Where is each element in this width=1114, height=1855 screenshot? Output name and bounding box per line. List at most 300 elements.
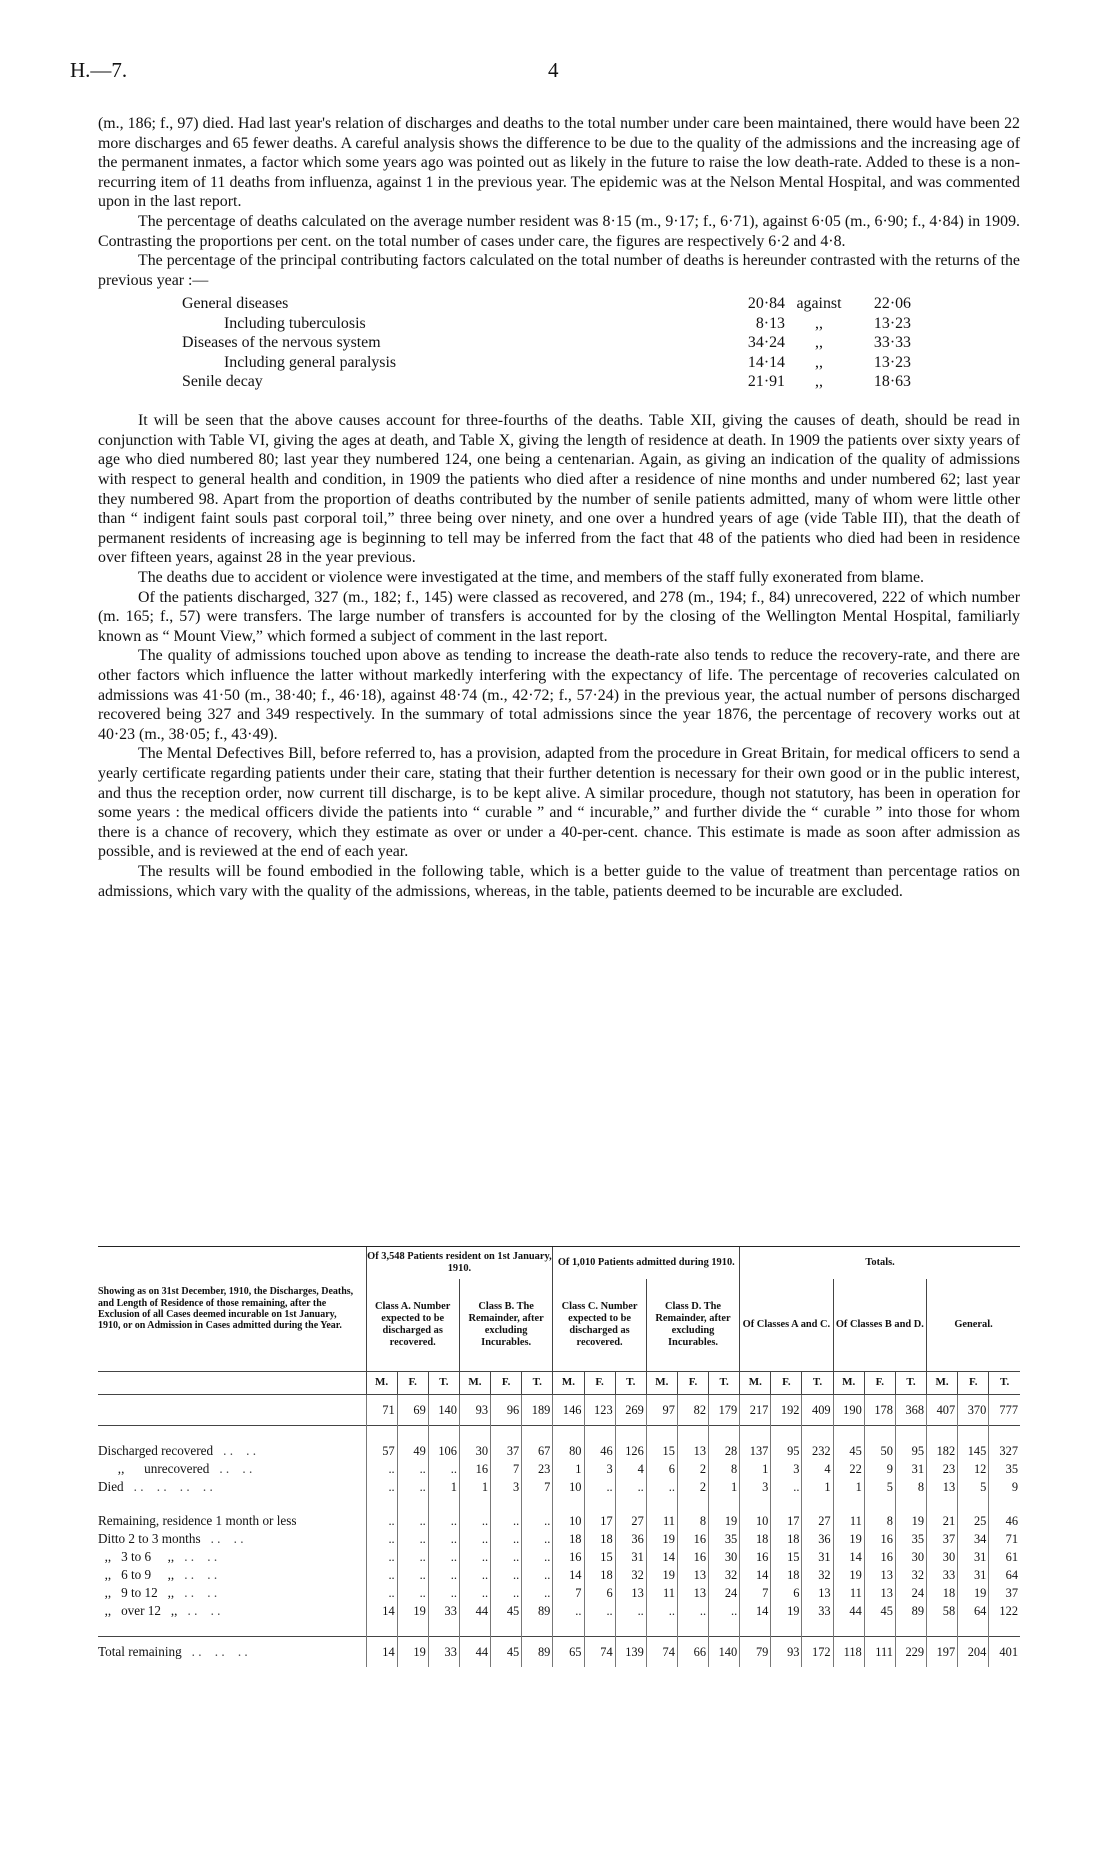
row-label: [98, 1512, 366, 1530]
table-cell: 11: [833, 1584, 864, 1602]
table-cell: 13: [864, 1584, 895, 1602]
spacer-cell: [397, 1426, 428, 1443]
death-factor-previous: 18·63: [873, 372, 911, 390]
table-cell: 95: [771, 1442, 802, 1460]
table-cell: 19: [958, 1584, 989, 1602]
row-label-text: ,, unrecovered: [98, 1461, 210, 1476]
table-cell: ..: [677, 1602, 708, 1620]
death-factor-separator: ,,: [815, 334, 823, 352]
spacer-cell: [771, 1496, 802, 1512]
table-cell: 16: [677, 1530, 708, 1548]
paragraph-1: (m., 186; f., 97) died. Had last year's relation of discharges and deaths to the total number under care been maintained, there would have been 22 more discharges and 65 fewer deaths. A careful analysis shows the difference to be due to the quality of the admissions and the increasing age of the permanent inmates, a factor which some years ago was pointed out as likely in the future to raise the low death-rate. Added to these is a non-recurring item of 11 deaths from influenza, against 1 in the previous year. The epidemic was at the Nelson Mental Hospital, and was commented upon in the last report.: [98, 115, 1020, 211]
table-cell: 11: [833, 1512, 864, 1530]
table-cell: 44: [459, 1637, 490, 1668]
table-cell: 24: [895, 1584, 926, 1602]
table-row: [98, 1530, 1020, 1548]
table-row: [98, 1637, 1020, 1668]
table-cell: 30: [895, 1548, 926, 1566]
table-cell: 3: [491, 1478, 522, 1496]
table-row: [98, 1478, 1020, 1496]
spacer-cell: [927, 1496, 958, 1512]
table-cell: 33: [802, 1602, 833, 1620]
death-factor-label-text: Diseases of the nervous system: [182, 334, 381, 352]
table-cell: ..: [428, 1512, 459, 1530]
table-cell: ..: [522, 1548, 553, 1566]
table-cell: 8: [677, 1512, 708, 1530]
row-label-text: ,, over 12 ,,: [98, 1603, 178, 1618]
table-cell: 2: [677, 1478, 708, 1496]
table-cell: ..: [366, 1566, 397, 1584]
table-cell: 31: [958, 1548, 989, 1566]
table-cell: ..: [522, 1530, 553, 1548]
table-cell: 5: [864, 1478, 895, 1496]
table-cell: 118: [833, 1637, 864, 1668]
death-factor-label: [182, 353, 727, 372]
results-table-wrapper: [98, 1246, 1020, 1667]
table-cell: 57: [366, 1442, 397, 1460]
paragraph-4: It will be seen that the above causes account for three-fourths of the deaths. Table XII, giving the causes of death, should be read in conjunction with Table VI, giving the ages at death, and Table X, giving the length of residence at death. In 1909 the patients over sixty years of age who died numbered 80; last year they numbered 124, one being a centenarian. Again, as giving an indication of the quality of admissions with respect to general health and condition, in 1909 the patients who died after a residence of nine months and under numbered 62; last year they numbered 98. Apart from the proportion of deaths contributed by the number of senile patients admitted, many of whom were little other than “ indigent faint souls past corporal toil,” three being over ninety, and one over a hundred years of age (vide Table III), that the death of permanent residents of increasing age is beginning to tell may be inferred from the fact that 48 of the patients who died had been in residence over fifteen years, against 28 in the year previous.: [98, 412, 1020, 567]
results-table: [98, 1246, 1020, 1667]
table-cell: 18: [740, 1530, 771, 1548]
table-cell: 22: [833, 1460, 864, 1478]
spacer-cell: [491, 1620, 522, 1637]
table-cell: 11: [646, 1512, 677, 1530]
patient-total-cell: 189: [522, 1395, 553, 1426]
mft-header-cell: M.: [740, 1372, 771, 1395]
mft-header-cell: F.: [584, 1372, 615, 1395]
spacer-cell: [989, 1620, 1020, 1637]
table-cell: 79: [740, 1637, 771, 1668]
row-label: [98, 1548, 366, 1566]
table-row: [98, 1512, 1020, 1530]
row-label-text: Discharged recovered: [98, 1443, 214, 1458]
table-cell: 32: [895, 1566, 926, 1584]
table-cell: ..: [366, 1478, 397, 1496]
table-cell: ..: [584, 1602, 615, 1620]
spacer-cell: [646, 1496, 677, 1512]
death-factor-separator: ,,: [815, 372, 823, 390]
spacer-cell: [428, 1620, 459, 1637]
patient-total-cell: 97: [646, 1395, 677, 1426]
table-cell: ..: [615, 1478, 646, 1496]
table-cell: 18: [771, 1566, 802, 1584]
spacer-cell: [553, 1426, 584, 1443]
table-cell: 65: [553, 1637, 584, 1668]
table-cell: 11: [646, 1584, 677, 1602]
table-cell: 58: [927, 1602, 958, 1620]
spacer-cell: [615, 1496, 646, 1512]
table-cell: 19: [895, 1512, 926, 1530]
table-cell: 197: [927, 1637, 958, 1668]
paragraph-2: The percentage of deaths calculated on the average number resident was 8·15 (m., 9·17; f., 6·71), against 6·05 (m., 6·90; f., 4·84) in 1909. Contrasting the proportions per cent. on the total number of cases under care, the figures are respectively 6·2 and 4·8.: [98, 212, 1020, 250]
table-cell: 10: [553, 1478, 584, 1496]
group-header-totals: Totals.: [740, 1247, 1020, 1280]
table-cell: 37: [989, 1584, 1020, 1602]
spacer-cell: [709, 1426, 740, 1443]
table-cell: 17: [584, 1512, 615, 1530]
table-cell: 61: [989, 1548, 1020, 1566]
table-cell: ..: [428, 1460, 459, 1478]
table-cell: ..: [397, 1478, 428, 1496]
death-factors-list: [182, 294, 1020, 391]
spacer-cell: [98, 1620, 366, 1637]
patient-total-cell: 82: [677, 1395, 708, 1426]
table-cell: 44: [459, 1602, 490, 1620]
table-row: [98, 1602, 1020, 1620]
table-cell: 89: [522, 1602, 553, 1620]
spacer-cell: [459, 1426, 490, 1443]
spacer-cell: [864, 1426, 895, 1443]
table-cell: 32: [615, 1566, 646, 1584]
table-row: [98, 1548, 1020, 1566]
table-cell: 3: [584, 1460, 615, 1478]
table-spacer: [98, 1496, 1020, 1512]
table-cell: 13: [802, 1584, 833, 1602]
table-cell: 10: [740, 1512, 771, 1530]
mft-header-row: [98, 1372, 1020, 1395]
mft-header-cell: T.: [802, 1372, 833, 1395]
table-cell: 19: [646, 1530, 677, 1548]
row-label-text: ,, 6 to 9 ,,: [98, 1567, 175, 1582]
mft-header-cell: M.: [833, 1372, 864, 1395]
spacer-cell: [864, 1620, 895, 1637]
table-cell: 45: [491, 1637, 522, 1668]
spacer-cell: [428, 1426, 459, 1443]
row-label: [98, 1637, 366, 1668]
table-cell: ..: [397, 1548, 428, 1566]
patient-total-cell: 777: [989, 1395, 1020, 1426]
spacer-cell: [677, 1496, 708, 1512]
table-cell: 145: [958, 1442, 989, 1460]
row-label: [98, 1442, 366, 1460]
spacer-cell: [491, 1496, 522, 1512]
spacer-cell: [615, 1426, 646, 1443]
table-row: [98, 1442, 1020, 1460]
spacer-cell: [98, 1496, 366, 1512]
paragraph-9: The results will be found embodied in the following table, which is a better guide to the value of treatment than percentage ratios on admissions, which vary with the quality of the admissions, whereas, in the table, patients deemed to be incurable are excluded.: [98, 862, 1020, 900]
mft-header-cell: M.: [553, 1372, 584, 1395]
death-factor-previous: 22·06: [873, 295, 911, 313]
spacer-cell: [802, 1426, 833, 1443]
table-cell: 1: [709, 1478, 740, 1496]
spacer-cell: [677, 1426, 708, 1443]
spacer-cell: [553, 1620, 584, 1637]
patient-total-cell: 217: [740, 1395, 771, 1426]
table-cell: 3: [771, 1460, 802, 1478]
mft-header-cell: T.: [709, 1372, 740, 1395]
table-cell: 3: [740, 1478, 771, 1496]
table-cell: 13: [864, 1566, 895, 1584]
mft-header-cell: M.: [646, 1372, 677, 1395]
death-factor-current: 14·14: [747, 353, 785, 371]
table-spacer: [98, 1426, 1020, 1443]
table-cell: 89: [522, 1637, 553, 1668]
spacer-cell: [522, 1496, 553, 1512]
table-cell: 46: [989, 1512, 1020, 1530]
table-cell: 21: [927, 1512, 958, 1530]
table-cell: 19: [397, 1637, 428, 1668]
mft-header-cell: F.: [771, 1372, 802, 1395]
table-cell: 50: [864, 1442, 895, 1460]
table-cell: ..: [522, 1584, 553, 1602]
table-cell: 126: [615, 1442, 646, 1460]
table-spacer: [98, 1620, 1020, 1637]
patient-total-cell: 192: [771, 1395, 802, 1426]
table-cell: 10: [553, 1512, 584, 1530]
table-cell: ..: [584, 1478, 615, 1496]
table-cell: 7: [491, 1460, 522, 1478]
spacer-cell: [895, 1426, 926, 1443]
table-cell: 95: [895, 1442, 926, 1460]
table-cell: 33: [428, 1602, 459, 1620]
table-cell: 37: [491, 1442, 522, 1460]
death-factor-label: [182, 294, 727, 313]
table-cell: 35: [895, 1530, 926, 1548]
report-reference: H.—7.: [70, 58, 128, 82]
spacer-cell: [428, 1496, 459, 1512]
table-cell: 64: [958, 1602, 989, 1620]
col-header-general: General.: [927, 1279, 1020, 1372]
table-cell: 44: [833, 1602, 864, 1620]
patient-total-cell: 370: [958, 1395, 989, 1426]
table-cell: ..: [366, 1460, 397, 1478]
spacer-cell: [366, 1620, 397, 1637]
table-cell: ..: [428, 1548, 459, 1566]
row-label-leader: . . . .: [184, 1549, 218, 1564]
table-cell: 32: [709, 1566, 740, 1584]
table-cell: 66: [677, 1637, 708, 1668]
table-cell: 25: [958, 1512, 989, 1530]
paragraph-6: Of the patients discharged, 327 (m., 182; f., 145) were classed as recovered, and 278 (m., 194; f., 84) unrecovered, 222 of which number (m. 165; f., 57) were transfers. The large number of transfers is accounted for by the closing of the Wellington Mental Hospital, familiarly known as “ Mount View,” which formed a subject of comment in the last report.: [98, 588, 1020, 645]
table-cell: 19: [646, 1566, 677, 1584]
patient-total-cell: 190: [833, 1395, 864, 1426]
row-label: [98, 1460, 366, 1478]
table-row: [98, 1460, 1020, 1478]
table-cell: 46: [584, 1442, 615, 1460]
spacer-cell: [677, 1620, 708, 1637]
table-cell: 71: [989, 1530, 1020, 1548]
spacer-cell: [459, 1496, 490, 1512]
table-cell: ..: [459, 1530, 490, 1548]
patient-total-cell: 146: [553, 1395, 584, 1426]
spacer-cell: [833, 1496, 864, 1512]
table-cell: 14: [646, 1548, 677, 1566]
patient-total-cell: 140: [428, 1395, 459, 1426]
table-cell: 93: [771, 1637, 802, 1668]
row-label: [98, 1584, 366, 1602]
table-cell: 31: [615, 1548, 646, 1566]
row-label-leader: . . . .: [184, 1585, 218, 1600]
table-cell: 36: [615, 1530, 646, 1548]
table-cell: 27: [615, 1512, 646, 1530]
table-cell: 23: [522, 1460, 553, 1478]
death-factor-label-text: Including tuberculosis: [224, 314, 366, 332]
patient-total-cell: 179: [709, 1395, 740, 1426]
death-factor-label: [182, 372, 727, 391]
table-cell: 45: [864, 1602, 895, 1620]
table-cell: 7: [740, 1584, 771, 1602]
spacer-cell: [709, 1620, 740, 1637]
spacer-cell: [895, 1620, 926, 1637]
table-cell: ..: [428, 1584, 459, 1602]
table-cell: 14: [833, 1548, 864, 1566]
row-label-leader: . . . .: [210, 1531, 244, 1546]
table-cell: 30: [927, 1548, 958, 1566]
spacer-cell: [522, 1620, 553, 1637]
table-cell: 18: [771, 1530, 802, 1548]
table-cell: 15: [771, 1548, 802, 1566]
table-cell: 4: [615, 1460, 646, 1478]
table-cell: 23: [927, 1460, 958, 1478]
table-cell: 45: [491, 1602, 522, 1620]
col-header-classes-bd: Of Classes B and D.: [833, 1279, 926, 1372]
patient-total-cell: 123: [584, 1395, 615, 1426]
spacer-cell: [740, 1620, 771, 1637]
paragraph-7: The quality of admissions touched upon above as tending to increase the death-rate also tends to reduce the recovery-rate, and there are other factors which influence the latter without markedly interfering with the expectancy of life. The percentage of recoveries calculated on admissions was 41·50 (m., 38·40; f., 46·18), against 48·74 (m., 42·72; f., 57·24) in the previous year, the actual number of persons discharged recovered being 327 and 349 respectively. In the summary of total admissions since the year 1876, the percentage of recovery works out at 40·23 (m., 38·05; f., 43·49).: [98, 647, 1020, 743]
death-factor-row: [182, 294, 1020, 313]
patient-total-cell: 71: [366, 1395, 397, 1426]
table-cell: 16: [553, 1548, 584, 1566]
table-cell: 13: [927, 1478, 958, 1496]
table-cell: 6: [584, 1584, 615, 1602]
row-label-leader: . . . .: [219, 1461, 253, 1476]
table-cell: 37: [927, 1530, 958, 1548]
table-cell: ..: [491, 1566, 522, 1584]
mft-header-cell: T.: [615, 1372, 646, 1395]
col-header-classes-ac: Of Classes A and C.: [740, 1279, 833, 1372]
spacer-cell: [553, 1496, 584, 1512]
table-cell: 1: [740, 1460, 771, 1478]
table-cell: 24: [709, 1584, 740, 1602]
death-factor-row: [182, 314, 1020, 333]
table-cell: 19: [833, 1566, 864, 1584]
spacer-cell: [864, 1496, 895, 1512]
table-cell: ..: [646, 1478, 677, 1496]
table-cell: 45: [833, 1442, 864, 1460]
spacer-cell: [927, 1426, 958, 1443]
table-cell: ..: [459, 1548, 490, 1566]
mft-header-cell: F.: [677, 1372, 708, 1395]
table-cell: 7: [553, 1584, 584, 1602]
paragraph-8: The Mental Defectives Bill, before referred to, has a provision, adapted from the procedure in Great Britain, for medical officers to send a yearly certificate regarding patients under their care, stating that their further detention is necessary for their own good or in the public interest, and thus the reception order, now current till discharge, is to be kept alive. A similar procedure, though not statutory, has been in operation for some years : the medical officers divide the patients into “ curable ” and “ incurable,” and further divide the “ curable ” into those for whom there is a chance of recovery, which they estimate as over or under a 40-per-cent. chance. This estimate is made as soon after admission as possible, and is reviewed at the end of each year.: [98, 745, 1020, 861]
table-cell: ..: [553, 1602, 584, 1620]
table-cell: ..: [397, 1530, 428, 1548]
spacer-cell: [397, 1496, 428, 1512]
table-cell: 31: [895, 1460, 926, 1478]
table-cell: 33: [428, 1637, 459, 1668]
mft-header-cell: F.: [491, 1372, 522, 1395]
spacer-cell: [958, 1496, 989, 1512]
table-cell: 7: [522, 1478, 553, 1496]
spacer-cell: [615, 1620, 646, 1637]
table-cell: 17: [771, 1512, 802, 1530]
death-factor-previous: 13·23: [873, 353, 911, 371]
patient-totals-stub: [98, 1395, 366, 1426]
spacer-cell: [958, 1620, 989, 1637]
death-factor-separator: ,,: [815, 314, 823, 332]
mft-header-cell: F.: [958, 1372, 989, 1395]
table-cell: 74: [584, 1637, 615, 1668]
row-label-text: Died: [98, 1479, 124, 1494]
table-cell: ..: [522, 1512, 553, 1530]
table-cell: 327: [989, 1442, 1020, 1460]
spacer-cell: [646, 1426, 677, 1443]
death-factor-previous: 33·33: [873, 334, 911, 352]
spacer-cell: [459, 1620, 490, 1637]
mft-header-cell: T.: [428, 1372, 459, 1395]
table-cell: 16: [740, 1548, 771, 1566]
group-header-resident: Of 3,548 Patients resident on 1st January, 1910.: [366, 1247, 553, 1280]
death-factor-label: [182, 314, 727, 333]
table-cell: 14: [740, 1566, 771, 1584]
spacer-cell: [833, 1620, 864, 1637]
table-cell: 111: [864, 1637, 895, 1668]
table-cell: ..: [397, 1460, 428, 1478]
spacer-cell: [989, 1426, 1020, 1443]
row-label-text: ,, 3 to 6 ,,: [98, 1549, 175, 1564]
table-cell: 204: [958, 1637, 989, 1668]
table-cell: 36: [802, 1530, 833, 1548]
table-cell: 16: [864, 1548, 895, 1566]
row-label-text: Remaining, residence 1 month or less: [98, 1513, 297, 1528]
death-factor-row: [182, 372, 1020, 391]
death-factor-separator: ,,: [815, 353, 823, 371]
table-cell: 140: [709, 1637, 740, 1668]
patient-total-cell: 93: [459, 1395, 490, 1426]
table-cell: 80: [553, 1442, 584, 1460]
table-cell: 1: [802, 1478, 833, 1496]
spacer-cell: [646, 1620, 677, 1637]
spacer-cell: [584, 1620, 615, 1637]
death-factor-label-text: Including general paralysis: [224, 353, 397, 371]
row-label-leader: . . . . . .: [191, 1644, 248, 1659]
table-cell: 19: [771, 1602, 802, 1620]
group-header-admitted: Of 1,010 Patients admitted during 1910.: [553, 1247, 740, 1280]
table-cell: 232: [802, 1442, 833, 1460]
row-label-text: ,, 9 to 12 ,,: [98, 1585, 175, 1600]
row-label-leader: . . . .: [184, 1567, 218, 1582]
table-cell: 401: [989, 1637, 1020, 1668]
page-header: [70, 58, 1044, 88]
table-cell: 14: [553, 1566, 584, 1584]
spacer-cell: [958, 1426, 989, 1443]
death-factor-current: 34·24: [747, 334, 785, 352]
table-cell: 74: [646, 1637, 677, 1668]
spacer-cell: [802, 1496, 833, 1512]
table-cell: 13: [677, 1566, 708, 1584]
row-label: [98, 1566, 366, 1584]
table-cell: 4: [802, 1460, 833, 1478]
mft-stub: [98, 1372, 366, 1395]
table-cell: 6: [646, 1460, 677, 1478]
table-cell: 28: [709, 1442, 740, 1460]
table-cell: ..: [491, 1548, 522, 1566]
patient-total-cell: 269: [615, 1395, 646, 1426]
table-cell: 15: [584, 1548, 615, 1566]
table-cell: ..: [522, 1566, 553, 1584]
table-cell: 18: [584, 1566, 615, 1584]
table-cell: ..: [491, 1584, 522, 1602]
spacer-cell: [584, 1496, 615, 1512]
table-cell: 64: [989, 1566, 1020, 1584]
table-cell: 1: [833, 1478, 864, 1496]
table-cell: 18: [553, 1530, 584, 1548]
table-cell: 12: [958, 1460, 989, 1478]
table-cell: 31: [958, 1566, 989, 1584]
paragraph-3: The percentage of the principal contributing factors calculated on the total number of deaths is hereunder contrasted with the returns of the previous year :—: [98, 252, 1020, 289]
spacer-cell: [709, 1496, 740, 1512]
table-cell: 67: [522, 1442, 553, 1460]
